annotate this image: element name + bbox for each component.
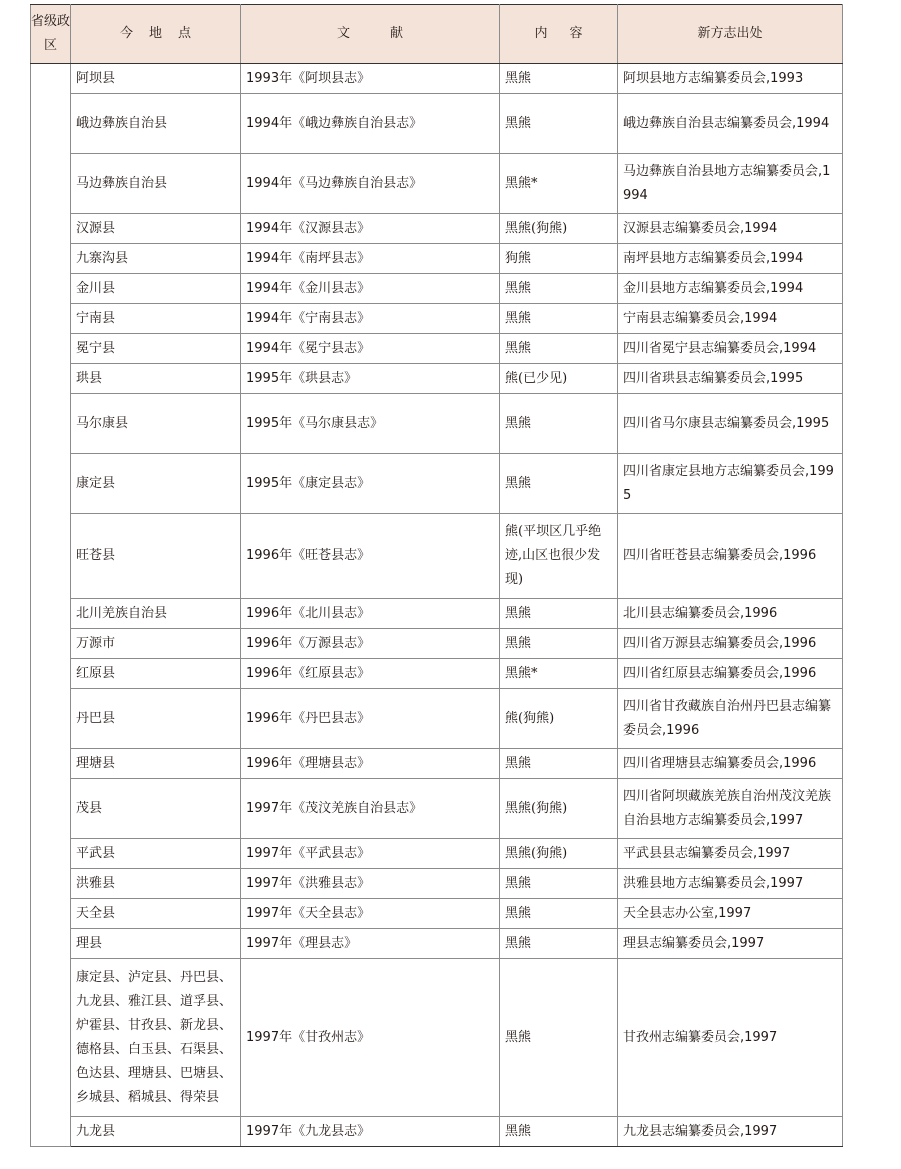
content-cell: 黑熊 [500,599,618,629]
table-row [31,514,843,599]
table-row [31,869,843,899]
source-cell: 理县志编纂委员会,1997 [618,929,843,959]
content-cell: 黑熊 [500,64,618,94]
content-cell: 黑熊 [500,304,618,334]
table-row [31,154,843,214]
document-cell: 1997年《茂汶羌族自治县志》 [241,779,500,839]
place-cell: 金川县 [71,274,241,304]
table-row [31,779,843,839]
content-cell: 黑熊 [500,454,618,514]
place-cell: 万源市 [71,629,241,659]
source-cell: 甘孜州志编纂委员会,1997 [618,959,843,1117]
place-cell: 北川羌族自治县 [71,599,241,629]
content-cell: 黑熊 [500,394,618,454]
content-cell: 黑熊 [500,1117,618,1147]
source-cell: 四川省马尔康县志编纂委员会,1995 [618,394,843,454]
place-cell: 康定县 [71,454,241,514]
header-content-label: 内容 [534,26,605,41]
source-cell: 四川省理塘县志编纂委员会,1996 [618,749,843,779]
header-content [500,5,618,64]
table-row [31,334,843,364]
source-cell: 四川省珙县志编纂委员会,1995 [618,364,843,394]
source-cell: 汉源县志编纂委员会,1994 [618,214,843,244]
document-cell: 1994年《宁南县志》 [241,304,500,334]
place-cell: 平武县 [71,839,241,869]
source-cell: 四川省冕宁县志编纂委员会,1994 [618,334,843,364]
source-cell: 马边彝族自治县地方志编纂委员会,1994 [618,154,843,214]
document-cell: 1994年《金川县志》 [241,274,500,304]
table-row [31,94,843,154]
source-cell: 阿坝县地方志编纂委员会,1993 [618,64,843,94]
place-cell: 康定县、泸定县、丹巴县、九龙县、雅江县、道孚县、炉霍县、甘孜县、新龙县、德格县、白玉县、石渠县、色达县、理塘县、巴塘县、乡城县、稻城县、得荣县 [71,959,241,1117]
document-cell: 1997年《平武县志》 [241,839,500,869]
table-row [31,899,843,929]
table-row [31,629,843,659]
table-row [31,454,843,514]
table-row [31,659,843,689]
source-cell: 四川省旺苍县志编纂委员会,1996 [618,514,843,599]
place-cell: 汉源县 [71,214,241,244]
document-cell: 1997年《天全县志》 [241,899,500,929]
source-cell: 四川省阿坝藏族羌族自治州茂汶羌族自治县地方志编纂委员会,1997 [618,779,843,839]
header-document [241,5,500,64]
table-body [31,64,843,1147]
place-cell: 茂县 [71,779,241,839]
header-place-label: 今地点 [119,26,207,41]
source-cell: 四川省甘孜藏族自治州丹巴县志编纂委员会,1996 [618,689,843,749]
table-row [31,839,843,869]
place-cell: 峨边彝族自治县 [71,94,241,154]
document-cell: 1996年《万源县志》 [241,629,500,659]
document-cell: 1995年《马尔康县志》 [241,394,500,454]
header-place [71,5,241,64]
source-cell: 洪雅县地方志编纂委员会,1997 [618,869,843,899]
place-cell: 九寨沟县 [71,244,241,274]
table-row [31,274,843,304]
document-cell: 1996年《红原县志》 [241,659,500,689]
document-cell: 1994年《峨边彝族自治县志》 [241,94,500,154]
place-cell: 红原县 [71,659,241,689]
header-province: 省级政区 [31,5,71,64]
content-cell: 熊(已少见) [500,364,618,394]
content-cell: 黑熊 [500,94,618,154]
place-cell: 旺苍县 [71,514,241,599]
source-cell: 九龙县志编纂委员会,1997 [618,1117,843,1147]
source-cell: 南坪县地方志编纂委员会,1994 [618,244,843,274]
table-row [31,599,843,629]
table-row [31,1117,843,1147]
source-cell: 平武县县志编纂委员会,1997 [618,839,843,869]
content-cell: 黑熊 [500,899,618,929]
source-cell: 北川县志编纂委员会,1996 [618,599,843,629]
content-cell: 黑熊 [500,334,618,364]
source-cell: 天全县志办公室,1997 [618,899,843,929]
place-cell: 九龙县 [71,1117,241,1147]
table-row [31,929,843,959]
document-cell: 1997年《九龙县志》 [241,1117,500,1147]
document-cell: 1995年《康定县志》 [241,454,500,514]
header-source: 新方志出处 [618,5,843,64]
table-row [31,244,843,274]
document-cell: 1997年《理县志》 [241,929,500,959]
content-cell: 黑熊 [500,929,618,959]
place-cell: 阿坝县 [71,64,241,94]
content-cell: 黑熊(狗熊) [500,214,618,244]
document-cell: 1994年《马边彝族自治县志》 [241,154,500,214]
document-cell: 1997年《洪雅县志》 [241,869,500,899]
content-cell: 黑熊 [500,749,618,779]
document-cell: 1994年《冕宁县志》 [241,334,500,364]
place-cell: 马边彝族自治县 [71,154,241,214]
place-cell: 冕宁县 [71,334,241,364]
document-cell: 1996年《旺苍县志》 [241,514,500,599]
table-row [31,959,843,1117]
document-cell: 1995年《珙县志》 [241,364,500,394]
place-cell: 洪雅县 [71,869,241,899]
place-cell: 宁南县 [71,304,241,334]
content-cell: 熊(平坝区几乎绝迹,山区也很少发现) [500,514,618,599]
content-cell: 黑熊 [500,869,618,899]
place-cell: 马尔康县 [71,394,241,454]
table-row [31,749,843,779]
source-cell: 宁南县志编纂委员会,1994 [618,304,843,334]
content-cell: 黑熊(狗熊) [500,839,618,869]
document-cell: 1993年《阿坝县志》 [241,64,500,94]
table-row [31,64,843,94]
content-cell: 黑熊(狗熊) [500,779,618,839]
content-cell: 狗熊 [500,244,618,274]
content-cell: 熊(狗熊) [500,689,618,749]
source-cell: 四川省万源县志编纂委员会,1996 [618,629,843,659]
header-document-label: 文献 [336,26,443,41]
document-cell: 1994年《南坪县志》 [241,244,500,274]
place-cell: 天全县 [71,899,241,929]
table-row [31,214,843,244]
document-cell: 1996年《丹巴县志》 [241,689,500,749]
content-cell: 黑熊 [500,274,618,304]
document-cell: 1996年《理塘县志》 [241,749,500,779]
place-cell: 理县 [71,929,241,959]
table-row [31,364,843,394]
source-cell: 四川省红原县志编纂委员会,1996 [618,659,843,689]
content-cell: 黑熊* [500,154,618,214]
table-row [31,394,843,454]
table-header-row [31,5,843,64]
document-cell: 1994年《汉源县志》 [241,214,500,244]
bear-records-table [30,4,843,1147]
source-cell: 四川省康定县地方志编纂委员会,1995 [618,454,843,514]
source-cell: 金川县地方志编纂委员会,1994 [618,274,843,304]
place-cell: 理塘县 [71,749,241,779]
content-cell: 黑熊 [500,959,618,1117]
place-cell: 珙县 [71,364,241,394]
content-cell: 黑熊 [500,629,618,659]
place-cell: 丹巴县 [71,689,241,749]
source-cell: 峨边彝族自治县志编纂委员会,1994 [618,94,843,154]
content-cell: 黑熊* [500,659,618,689]
document-cell: 1997年《甘孜州志》 [241,959,500,1117]
document-cell: 1996年《北川县志》 [241,599,500,629]
province-cell [31,64,71,1147]
table-row [31,689,843,749]
table-row [31,304,843,334]
